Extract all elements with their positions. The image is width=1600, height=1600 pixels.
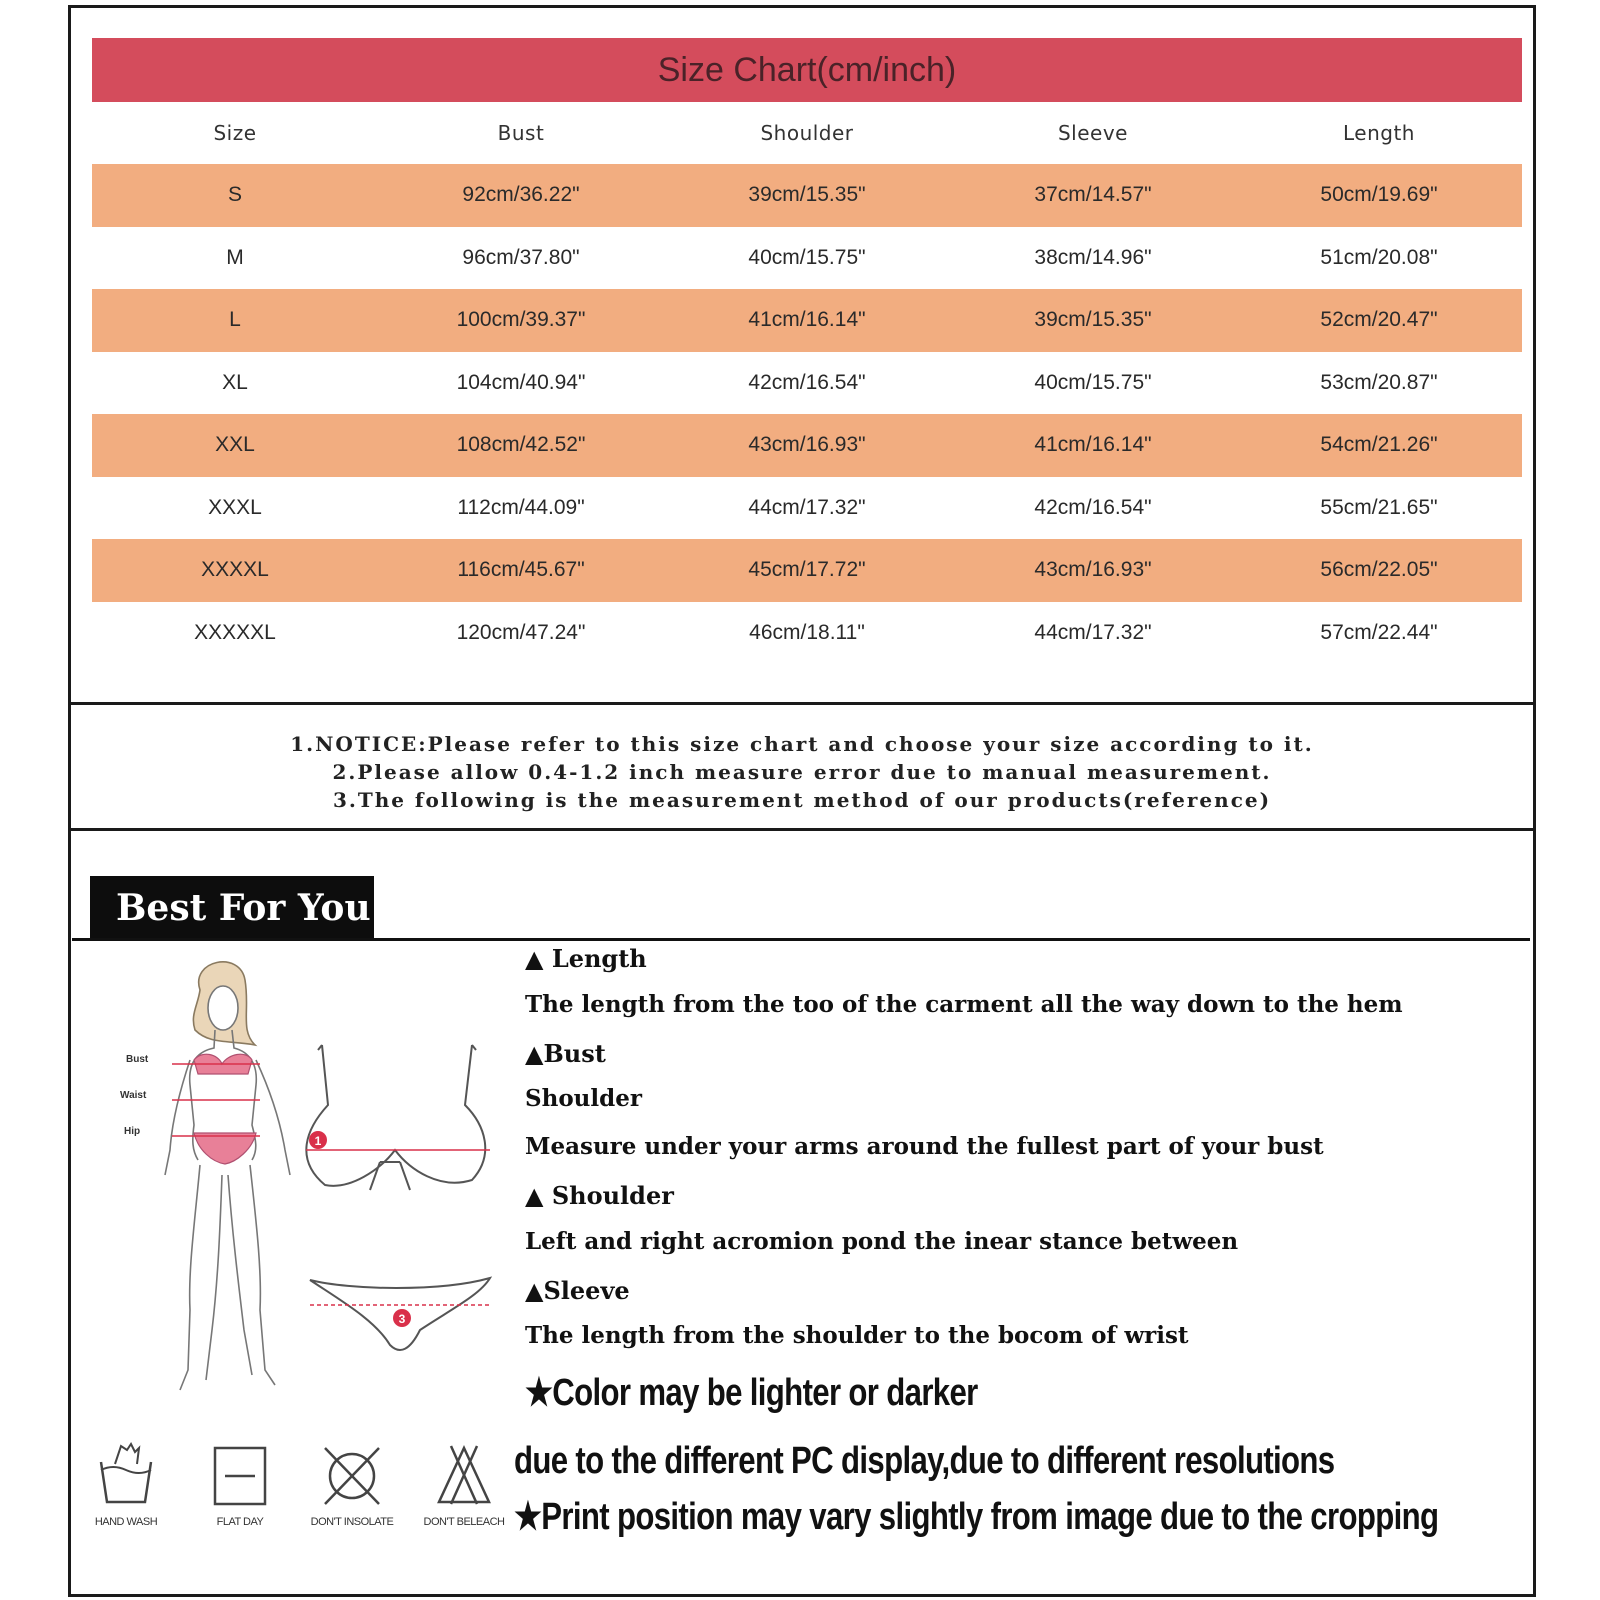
print-note: ★Print position may vary slightly from image due to the cropping	[514, 1496, 1439, 1538]
length-description: The length from the too of the carment all the way down to the hem	[525, 991, 1403, 1018]
table-cell: 54cm/21.26"	[1236, 414, 1522, 477]
table-cell: 52cm/20.47"	[1236, 289, 1522, 352]
bust-label: Bust	[126, 1054, 149, 1065]
column-header-sleeve: Sleeve	[1057, 121, 1128, 145]
table-cell: XXXXL	[92, 539, 378, 602]
shoulder-heading: ▲ Shoulder	[525, 1181, 674, 1210]
table-cell: 43cm/16.93"	[664, 414, 950, 477]
color-note-line-2: due to the different PC display,due to different resolutions	[514, 1440, 1335, 1482]
table-cell: 40cm/15.75"	[1034, 370, 1152, 394]
table-row	[92, 289, 1522, 352]
waist-label: Waist	[120, 1090, 147, 1101]
table-cell: 92cm/36.22"	[378, 164, 664, 227]
section-divider	[68, 828, 1536, 831]
table-cell: 46cm/18.11"	[749, 620, 865, 644]
color-note-line-1: ★Color may be lighter or darker	[525, 1372, 978, 1414]
do-not-bleach-icon	[429, 1440, 499, 1510]
care-item-hand-wash	[76, 1440, 176, 1528]
measurement-illustration	[110, 950, 520, 1420]
notice-line: 2.Please allow 0.4-1.2 inch measure error due to manual measurement.	[332, 760, 1272, 784]
table-cell: 55cm/21.65"	[1320, 495, 1438, 519]
table-row	[92, 414, 1522, 477]
model-bikini	[172, 1054, 260, 1164]
column-header-bust: Bust	[497, 121, 545, 145]
table-cell: 40cm/15.75"	[748, 245, 866, 269]
column-header-length: Length	[1343, 121, 1415, 145]
dont-bleach-label: DON'T BELEACH	[423, 1516, 505, 1528]
table-cell: XL	[222, 370, 248, 394]
hand-wash-icon	[91, 1440, 161, 1510]
sleeve-description: The length from the shoulder to the bocom of wrist	[525, 1322, 1189, 1349]
best-for-you-label: Best For You	[116, 887, 371, 929]
size-chart-title: Size Chart(cm/inch)	[657, 50, 957, 89]
care-item-dont-insolate	[302, 1440, 402, 1528]
notice-block	[71, 730, 1533, 814]
best-for-you-tab	[90, 876, 374, 940]
table-cell: 51cm/20.08"	[1320, 245, 1438, 269]
hand-wash-label: HAND WASH	[94, 1516, 158, 1528]
table-row	[92, 164, 1522, 227]
table-cell: 45cm/17.72"	[664, 539, 950, 602]
marker-1-label: 1	[314, 1134, 322, 1148]
table-cell: 43cm/16.93"	[950, 539, 1236, 602]
table-cell: S	[92, 164, 378, 227]
section-divider	[68, 702, 1536, 705]
bra-top-outline	[306, 1045, 485, 1190]
column-header-size: Size	[213, 121, 257, 145]
table-cell: XXL	[92, 414, 378, 477]
size-chart-title-bar	[92, 38, 1522, 102]
table-cell: 57cm/22.44"	[1320, 620, 1438, 644]
table-cell: 44cm/17.32"	[748, 495, 866, 519]
table-cell: 50cm/19.69"	[1236, 164, 1522, 227]
table-cell: 37cm/14.57"	[950, 164, 1236, 227]
hip-label: Hip	[124, 1126, 141, 1137]
shoulder-description: Left and right acromion pond the inear stance between	[525, 1228, 1239, 1255]
size-table	[92, 102, 1522, 664]
dont-insolate-label: DON'T INSOLATE	[310, 1516, 394, 1528]
notice-line: 3.The following is the measurement method of our products(reference)	[332, 788, 1272, 812]
care-item-flat-dry	[190, 1440, 290, 1528]
table-cell: XXXXXL	[194, 620, 276, 644]
table-cell: 39cm/15.35"	[664, 164, 950, 227]
table-cell: 39cm/15.35"	[950, 289, 1236, 352]
flat-dry-label: FLAT DAY	[216, 1516, 264, 1528]
table-cell: 53cm/20.87"	[1320, 370, 1438, 394]
bust-description: Measure under your arms around the fullest part of your bust	[525, 1133, 1324, 1160]
bust-heading: ▲Bust	[525, 1039, 606, 1068]
bust-subheading: Shoulder	[525, 1085, 642, 1112]
table-cell: 100cm/39.37"	[378, 289, 664, 352]
length-heading: ▲ Length	[525, 944, 647, 973]
table-cell: 116cm/45.67"	[378, 539, 664, 602]
notice-line: 1.NOTICE:Please refer to this size chart and choose your size according to it.	[290, 732, 1314, 756]
table-cell: 38cm/14.96"	[1034, 245, 1152, 269]
table-cell: 42cm/16.54"	[748, 370, 866, 394]
table-cell: 104cm/40.94"	[456, 370, 586, 394]
table-cell: 44cm/17.32"	[1034, 620, 1152, 644]
table-row	[92, 477, 1522, 540]
table-cell: 108cm/42.52"	[378, 414, 664, 477]
table-header-row	[92, 102, 1522, 164]
table-row	[92, 227, 1522, 290]
table-cell: 56cm/22.05"	[1236, 539, 1522, 602]
table-row	[92, 352, 1522, 415]
table-cell: M	[226, 245, 244, 269]
table-cell: 42cm/16.54"	[1034, 495, 1152, 519]
table-cell: 41cm/16.14"	[664, 289, 950, 352]
table-cell: 96cm/37.80"	[462, 245, 580, 269]
table-row	[92, 602, 1522, 665]
marker-3-label: 3	[398, 1312, 406, 1326]
model-sketch	[165, 962, 290, 1390]
column-header-shoulder: Shoulder	[760, 121, 854, 145]
sleeve-heading: ▲Sleeve	[525, 1276, 630, 1305]
table-cell: 112cm/44.09"	[457, 495, 585, 519]
table-row	[92, 539, 1522, 602]
table-cell: 120cm/47.24"	[456, 620, 586, 644]
table-cell: L	[92, 289, 378, 352]
table-cell: 41cm/16.14"	[950, 414, 1236, 477]
table-cell: XXXL	[208, 495, 262, 519]
flat-dry-icon	[205, 1440, 275, 1510]
care-item-dont-bleach	[414, 1440, 514, 1528]
do-not-tumble-icon	[317, 1440, 387, 1510]
best-for-you-rule	[72, 938, 1530, 941]
